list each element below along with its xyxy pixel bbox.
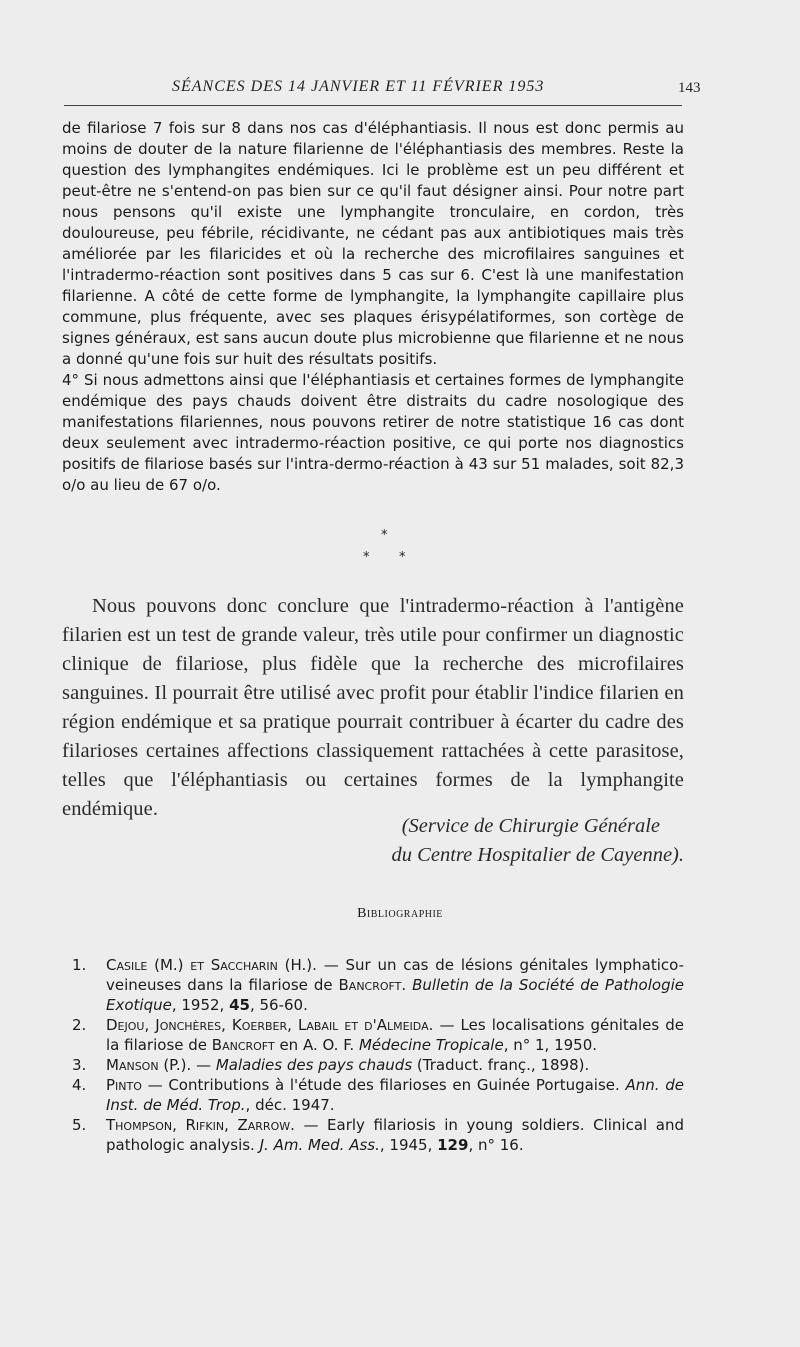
conclusion-paragraph: Nous pouvons donc conclure que l'intradermo-réaction à l'antigène filarien est un test de grande valeur, très utile pour confirmer un diagnostic clinique de filariose, plus fidèle que la recherche des microfilaires sanguines. Il pourrait être utilisé avec profit pour établir l'indice filarien en région endémique et sa pratique pourrait contribuer à écarter du cadre des filarioses certaines affections classiquement rattachées à cette parasitose, telles que l'éléphantiasis ou certaines formes de la lymphangite endémique. (62, 595, 684, 820)
reference-number: 5. (72, 1116, 87, 1134)
reference-number: 2. (72, 1016, 87, 1034)
reference-authors: Dejou, Jonchères, Koerber, Labail et d'Almeida. (106, 1016, 434, 1034)
reference-title: — (191, 1056, 216, 1074)
attribution (300, 812, 684, 870)
reference-authors: Casile (M.) et Saccharin (H.). (106, 956, 317, 974)
reference-journal: J. Am. Med. Ass. (259, 1136, 380, 1154)
asterism-star-left: * (363, 550, 370, 565)
reference-journal: Bulletin de la Société de Pathologie Exotique (106, 976, 684, 1014)
paragraph-continuation: de filariose 7 fois sur 8 dans nos cas d'éléphantiasis. Il nous est donc permis au moins de douter de la nature filarienne de l'éléphantiasis des membres. Reste la question des lymphangites endémiques. Ici le problème est un peu différent et peut-être ne s'entend-on pas bien sur ce qu'il faut désigner ainsi. Pour notre part nous pensons qu'il existe une lymphangite tronculaire, en cordon, très douloureuse, peu fébrile, récidivante, ne cédant pas aux antibiotiques mais très améliorée par les filaricides et où la recherche des microfilaires sanguines et l'intradermo-réaction sont positives dans 5 cas sur 6. C'est là une manifestation filarienne. A côté de cette forme de lymphangite, la lymphangite capillaire plus commune, plus fréquente, avec ses plaques érisypélatiformes, son cortège de signes généraux, est sans aucun doute plus microbienne que filarienne et ne nous a donné qu'une fois sur huit des résultats positifs. (62, 119, 684, 368)
reference-title: — Contributions à l'étude des filarioses en Guinée Portugaise. (141, 1076, 626, 1094)
reference-title-cont: en A. O. F. (274, 1036, 359, 1054)
reference-journal: Maladies des pays chauds (215, 1056, 413, 1074)
reference-details: , déc. 1947. (245, 1096, 335, 1114)
paragraph-point-4: 4° Si nous admettons ainsi que l'éléphantiasis et certaines formes de lymphangite endémique des pays chauds doivent être distraits du cadre nosologique des manifestations filariennes, nous pouvons retirer de notre statistique 16 cas dont deux seulement avec intradermo-réaction positive, ce qui porte nos diagnostics positifs de filariose basés sur l'intra-dermo-réaction à 43 sur 51 malades, soit 82,3 o/o au lieu de 67 o/o. (62, 371, 684, 494)
reference-item (62, 1015, 684, 1055)
reference-authors: Manson (P.). (106, 1056, 192, 1074)
asterism (355, 528, 415, 576)
reference-details: , 1952, (171, 996, 230, 1014)
header-rule (64, 105, 682, 106)
reference-title: — Les localisations génitales de la filariose de (106, 1016, 684, 1054)
reference-authors: Thompson, Rifkin, Zarrow. (106, 1116, 295, 1134)
asterism-star-top: * (381, 528, 388, 543)
reference-volume: 129 (437, 1136, 469, 1154)
reference-journal: Ann. de Inst. de Méd. Trop. (106, 1076, 685, 1114)
reference-number: 1. (72, 956, 87, 974)
reference-authors: Pinto (106, 1076, 142, 1094)
reference-journal: Médecine Tropicale (358, 1036, 504, 1054)
reference-item (62, 1055, 684, 1075)
reference-details: , n° 1, 1950. (503, 1036, 598, 1054)
bibliography-heading: Bibliographie (357, 906, 443, 921)
asterism-star-right: * (399, 550, 406, 565)
reference-volume: 45 (229, 996, 250, 1014)
reference-number: 4. (72, 1076, 87, 1094)
running-head: SÉANCES DES 14 JANVIER ET 11 FÉVRIER 1953 (172, 78, 545, 95)
reference-item: 1. Casile (M.) et Saccharin (H.). — Sur un cas de lésions génitales lymphatico-veineuses dans la filariose de Bancroft. Bulletin de la Société de Pathologie Exotique, 1952, 45, 56-60. (72, 956, 685, 1014)
reference-number: 3. (72, 1056, 87, 1074)
reference-pages: , n° 16. (468, 1136, 524, 1154)
reference-details: , 1945, (379, 1136, 438, 1154)
reference-pages: , 56-60. (249, 996, 308, 1014)
reference-details: (Traduct. franç., 1898). (412, 1056, 590, 1074)
attribution-line-2: du Centre Hospitalier de Cayenne). (391, 844, 684, 866)
conclusion-text (62, 592, 684, 824)
reference-title: — Sur un cas de lésions génitales lymphatico-veineuses dans la filariose de (106, 956, 685, 994)
reference-eponym: Bancroft (338, 976, 402, 994)
attribution-line-1: (Service de Chirurgie Générale (401, 815, 660, 837)
bibliography-list (62, 955, 684, 1155)
reference-eponym: Bancroft (211, 1036, 275, 1054)
reference-item (62, 1075, 684, 1115)
reference-item (62, 1115, 684, 1155)
body-text-small (62, 118, 684, 496)
page-number: 143 (678, 80, 701, 96)
reference-title: — Early filariosis in young soldiers. Clinical and pathologic analysis. (106, 1116, 684, 1154)
